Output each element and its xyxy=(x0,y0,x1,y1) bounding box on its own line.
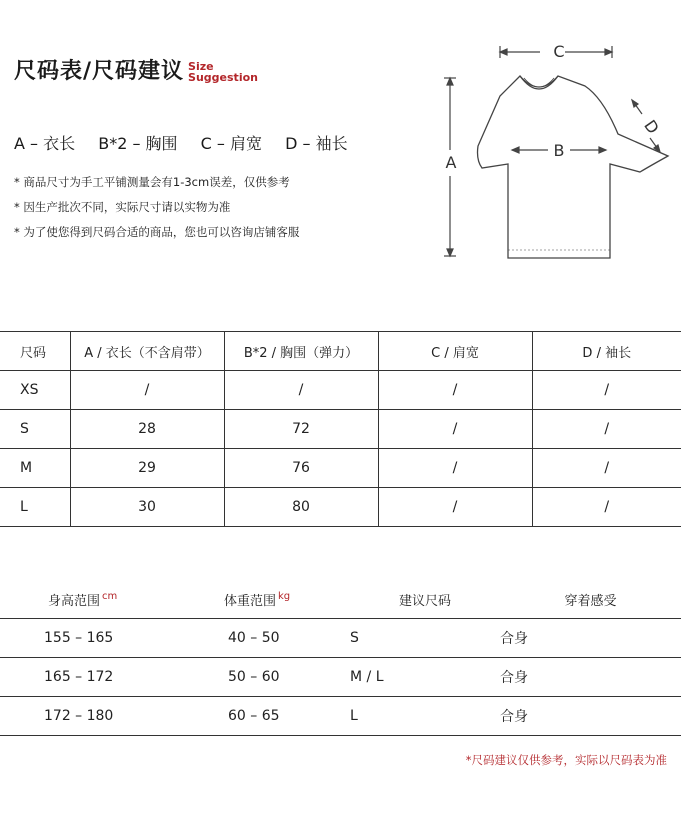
diagram-label-b: B xyxy=(553,141,565,160)
cell: 60 – 65 xyxy=(200,697,350,736)
cell: 50 – 60 xyxy=(200,658,350,697)
note-3: * 为了使您得到尺码合适的商品，您也可以咨询店铺客服 xyxy=(14,225,300,239)
cell: M / L xyxy=(350,658,500,697)
footnote: *尺码建议仅供参考，实际以尺码表为准 xyxy=(465,753,667,767)
cell: / xyxy=(224,371,378,410)
table-row xyxy=(0,488,681,527)
measurement-legend xyxy=(14,131,366,154)
legend-a: A – 衣长 xyxy=(14,134,76,153)
cell: 40 – 50 xyxy=(200,619,350,658)
cell: 172 – 180 xyxy=(0,697,200,736)
header-height-label: 身高范围 xyxy=(48,593,101,609)
cell: / xyxy=(378,371,532,410)
cell: / xyxy=(532,371,681,410)
legend-d: D – 袖长 xyxy=(285,134,348,153)
cell: 合身 xyxy=(500,619,681,658)
table-row xyxy=(0,371,681,410)
cell: 80 xyxy=(224,488,378,527)
diagram-label-d: D xyxy=(640,116,663,138)
size-table xyxy=(0,331,681,527)
header-shoulder: C / 肩宽 xyxy=(378,332,532,371)
table-row xyxy=(0,658,681,697)
cell: / xyxy=(70,371,224,410)
header-weight-label: 体重范围 xyxy=(224,593,277,609)
diagram-label-c: C xyxy=(553,42,565,61)
cell: M xyxy=(0,449,70,488)
cell: L xyxy=(350,697,500,736)
measurement-notes xyxy=(14,173,299,248)
legend-c: C – 肩宽 xyxy=(200,134,263,153)
cell: / xyxy=(532,410,681,449)
header-recommended-size: 建议尺码 xyxy=(350,580,500,619)
cell: L xyxy=(0,488,70,527)
title-english-line2: Suggestion xyxy=(188,71,258,84)
header-weight xyxy=(200,580,350,619)
cell: 合身 xyxy=(500,697,681,736)
header-sleeve: D / 袖长 xyxy=(532,332,681,371)
legend-b: B*2 – 胸围 xyxy=(98,134,178,153)
size-table-header xyxy=(0,332,681,371)
page-header xyxy=(14,58,258,86)
header-length: A / 衣长（不含肩带） xyxy=(70,332,224,371)
cell: S xyxy=(0,410,70,449)
cell: 28 xyxy=(70,410,224,449)
cell: / xyxy=(378,488,532,527)
page-title: 尺码表/尺码建议 xyxy=(14,59,185,84)
table-row xyxy=(0,697,681,736)
cell: 72 xyxy=(224,410,378,449)
cell: 76 xyxy=(224,449,378,488)
table-row xyxy=(0,449,681,488)
table-row xyxy=(0,410,681,449)
cell: / xyxy=(378,449,532,488)
cell: / xyxy=(532,449,681,488)
header-height xyxy=(0,580,200,619)
cell: / xyxy=(532,488,681,527)
recommendation-table-header xyxy=(0,580,681,619)
cell: XS xyxy=(0,371,70,410)
table-row xyxy=(0,619,681,658)
recommendation-table xyxy=(0,580,681,736)
height-unit: cm xyxy=(102,590,118,602)
header-bust: B*2 / 胸围（弹力） xyxy=(224,332,378,371)
cell: 165 – 172 xyxy=(0,658,200,697)
cell: 30 xyxy=(70,488,224,527)
cell: 合身 xyxy=(500,658,681,697)
title-english xyxy=(188,61,258,83)
header-size: 尺码 xyxy=(0,332,70,371)
diagram-label-a: A xyxy=(445,153,457,172)
header-fit: 穿着感受 xyxy=(500,580,681,619)
note-1: * 商品尺寸为手工平铺测量会有1-3cm误差，仅供参考 xyxy=(14,175,290,189)
tshirt-diagram-icon xyxy=(440,38,670,268)
title-english-line1: Size xyxy=(188,60,214,73)
cell: 29 xyxy=(70,449,224,488)
cell: 155 – 165 xyxy=(0,619,200,658)
cell: S xyxy=(350,619,500,658)
cell: / xyxy=(378,410,532,449)
note-2: * 因生产批次不同，实际尺寸请以实物为准 xyxy=(14,200,231,214)
weight-unit: kg xyxy=(278,590,291,602)
